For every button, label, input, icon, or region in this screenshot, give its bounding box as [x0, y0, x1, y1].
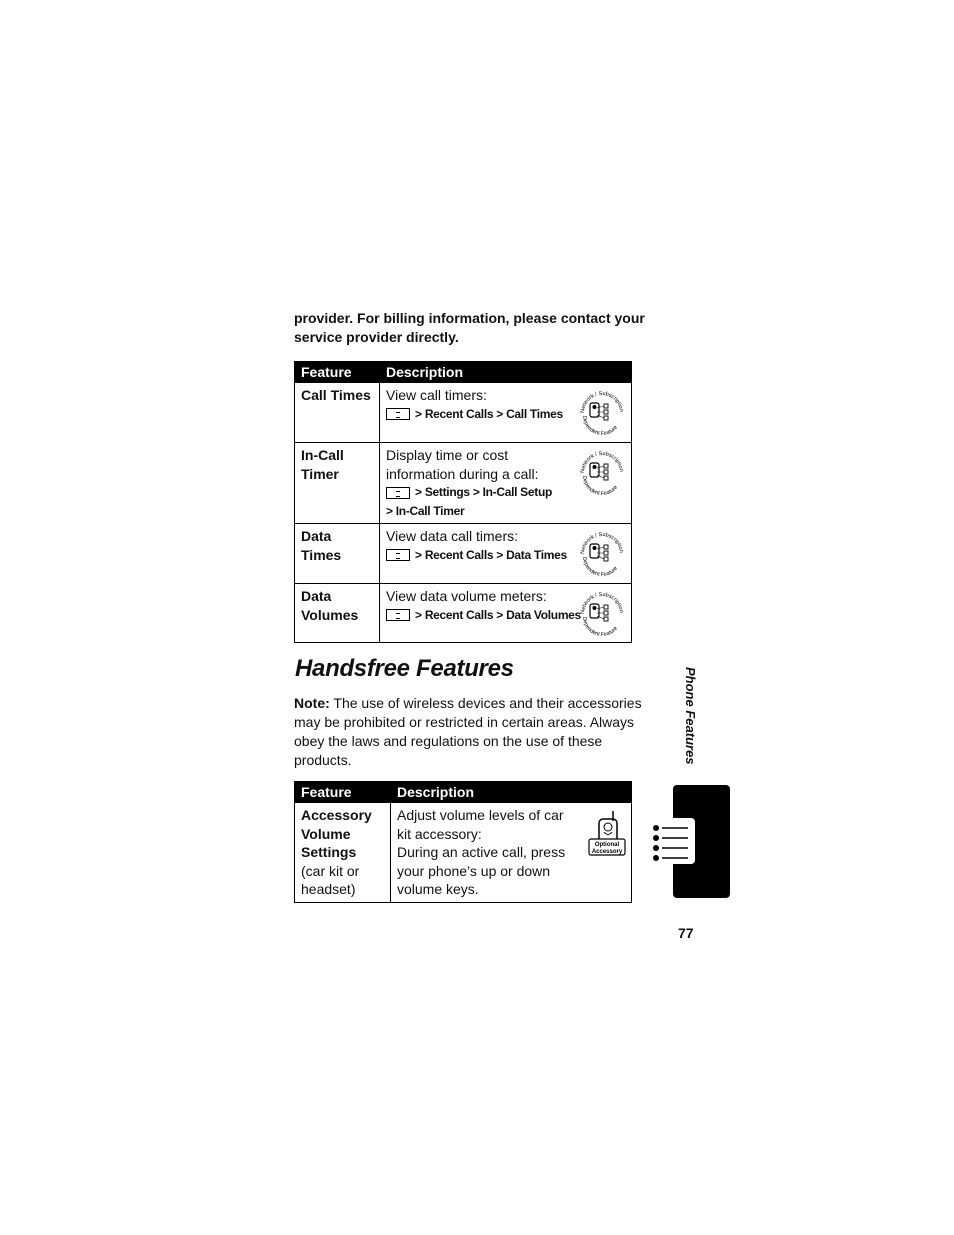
svg-text:Dependent Feature: Dependent Feature: [580, 616, 619, 637]
header-description: Description: [380, 362, 632, 383]
table-header-row: [295, 782, 632, 803]
description-cell: [380, 443, 632, 524]
table-row: [295, 803, 632, 903]
svg-text:Dependent Feature: Dependent Feature: [580, 415, 619, 436]
svg-text:Accessory: Accessory: [591, 849, 623, 855]
description-cell: [380, 383, 632, 443]
header-feature: Feature: [295, 362, 380, 383]
header-feature: Feature: [295, 782, 391, 803]
menu-item: Settings: [424, 485, 470, 499]
svg-text:Network / Subscription: Network / Subscription: [579, 531, 625, 555]
header-description: Description: [391, 782, 632, 803]
note-label: Note:: [294, 695, 330, 711]
intro-paragraph: provider. For billing information, please contact your service provider directly.: [294, 310, 645, 345]
svg-text:Dependent Feature: Dependent Feature: [580, 475, 619, 496]
table-row: [295, 443, 632, 524]
feature-cell: Data Volumes: [295, 584, 380, 643]
menu-item: Data Times: [506, 547, 567, 562]
description-text: View data call timers:: [386, 528, 519, 544]
note-text: The use of wireless devices and their accessories may be prohibited or restricted in certain areas. Always obey the laws and regulations on the use of these products.: [294, 695, 642, 768]
menu-key-icon: [386, 408, 410, 420]
note-paragraph: [294, 694, 649, 770]
menu-item: Recent Calls: [424, 406, 494, 421]
menu-item: Recent Calls: [424, 547, 494, 562]
svg-text:Dependent Feature: Dependent Feature: [580, 556, 619, 577]
menu-key-icon: [386, 549, 410, 561]
feature-cell: Data Times: [295, 524, 380, 584]
menu-key-icon: [386, 487, 410, 499]
feature-cell: Call Times: [295, 383, 380, 443]
menu-path: > In-Call Timer: [386, 503, 465, 518]
description-cell: [380, 584, 632, 643]
feature-list-icon: [650, 818, 695, 864]
menu-item: In-Call Setup: [482, 485, 553, 499]
description-text: View call timers:: [386, 387, 487, 403]
description-cell: [380, 524, 632, 584]
svg-text:Network / Subscription: Network / Subscription: [579, 591, 625, 615]
svg-text:Optional: Optional: [594, 842, 620, 848]
handsfree-table: [294, 781, 632, 903]
description-text: information during a call:: [386, 465, 539, 482]
table-row: [295, 584, 632, 643]
description-text: Display time or cost: [386, 447, 509, 463]
menu-item: In-Call Timer: [395, 503, 465, 518]
network-subscription-dependent-icon: [577, 527, 627, 577]
menu-item: Recent Calls: [424, 607, 494, 622]
menu-path: > Settings > In-Call Setup: [386, 483, 625, 502]
menu-item: Call Times: [506, 406, 563, 421]
svg-text:Network / Subscription: Network / Subscription: [579, 450, 625, 474]
menu-path: > Recent Calls > Data Times: [386, 546, 625, 565]
network-subscription-dependent-icon: [577, 587, 627, 637]
network-subscription-dependent-icon: [577, 446, 627, 496]
svg-text:Network / Subscription: Network / Subscription: [579, 390, 625, 414]
page-number: 77: [678, 925, 694, 941]
section-heading: Handsfree Features: [295, 655, 514, 682]
feature-cell: Accessory Volume Settings (car kit or headset): [295, 803, 391, 903]
menu-key-icon: [386, 609, 410, 621]
menu-item: Data Volumes: [506, 607, 581, 622]
description-cell: Adjust volume levels of car kit accessory: During an active call, press your phone’s up or down volume keys. Optional Accessory: [391, 803, 632, 903]
menu-path: > Recent Calls > Call Times: [386, 405, 625, 424]
menu-path: > Recent Calls > Data Volumes: [386, 606, 625, 625]
description-text: View data volume meters:: [386, 588, 547, 604]
feature-cell: In-Call Timer: [295, 443, 380, 524]
table-row: [295, 383, 632, 443]
optional-accessory-icon: [587, 807, 627, 861]
network-subscription-dependent-icon: [577, 386, 627, 436]
table-header-row: [295, 362, 632, 383]
call-timers-table: [294, 361, 632, 643]
table-row: [295, 524, 632, 584]
side-section-label: Phone Features: [683, 667, 698, 765]
